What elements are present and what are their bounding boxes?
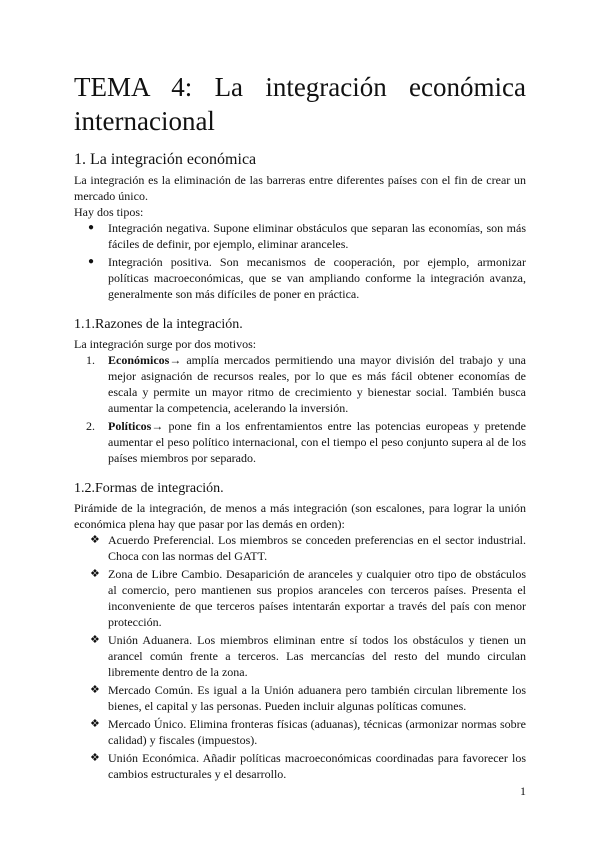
diamond-bullet-icon: ❖	[90, 534, 100, 546]
bullet-dot-icon: ●	[88, 256, 95, 267]
reason-title: Económicos	[108, 353, 170, 367]
types-list	[74, 220, 526, 302]
section-heading: 1.1.Razones de la integración.	[74, 317, 243, 332]
list-item: ❖ Zona de Libre Cambio. Desaparición de aranceles y cualquier otro tipo de obstáculos al comercio, pero mantienen sus propios aranceles con terceros países. Presenta el inconveniente de que terceros países intentarán exportar a través del país con menor protección.	[90, 567, 526, 629]
section-integracion-economica	[74, 150, 526, 302]
page-number: 1	[520, 784, 526, 798]
section-intro: La integración surge por dos motivos:	[74, 337, 257, 351]
list-item: ❖ Unión Económica. Añadir políticas macroeconómicas coordinadas para favorecer los cambios estructurales y el desarrollo.	[90, 751, 526, 781]
list-item: ❖ Mercado Común. Es igual a la Unión aduanera pero también circulan libremente los bienes, el capital y las personas. Pueden incluir algunas políticas comunes.	[90, 683, 526, 713]
types-label: Hay dos tipos:	[74, 205, 144, 219]
list-item: 1. Económicos→ amplía mercados permitiendo una mayor división del trabajo y una mejor asignación de recursos reales, por lo que es más fácil obtener economías de escala y permite un mayor ritmo de crecimiento y bienestar social. También busca aumentar la competencia, acelerando la inversión.	[86, 353, 526, 415]
section-formas	[74, 480, 526, 782]
arrow-icon: →	[169, 353, 182, 367]
document-title: TEMA 4: La integración económica internacional	[74, 72, 526, 136]
list-item: ❖ Unión Aduanera. Los miembros eliminan entre sí todos los obstáculos y tienen un arancel común frente a terceros. Las mercancías del resto del mundo circulan libremente dentro de la zona.	[90, 633, 526, 679]
diamond-bullet-icon: ❖	[90, 684, 100, 696]
reason-title: Políticos	[108, 419, 152, 433]
arrow-icon: →	[151, 419, 164, 433]
diamond-bullet-icon: ❖	[90, 634, 100, 646]
list-item: ● Integración negativa. Supone eliminar obstáculos que separan las economías, son más fáciles de definir, por ejemplo, eliminar aranceles.	[88, 221, 526, 251]
list-item: 2. Políticos→ pone fin a los enfrentamientos entre las potencias europeas y pretende aumentar el peso político internacional, con el tiempo el peso conjunto supera al de los países miembros por separado.	[86, 419, 526, 465]
diamond-bullet-icon: ❖	[90, 718, 100, 730]
bullet-dot-icon: ●	[88, 222, 95, 233]
section-heading: 1. La integración económica	[74, 151, 257, 168]
diamond-bullet-icon: ❖	[90, 568, 100, 580]
list-number: 2.	[86, 419, 95, 433]
list-item: ❖ Acuerdo Preferencial. Los miembros se conceden preferencias en el sector industrial. Choca con las normas del GATT.	[90, 533, 526, 563]
section-intro: Pirámide de la integración, de menos a más integración (son escalones, para lograr la unión económica plena hay que pasar por las demás en orden):	[74, 501, 526, 531]
diamond-bullet-icon: ❖	[90, 752, 100, 764]
list-item: ● Integración positiva. Son mecanismos de cooperación, por ejemplo, armonizar políticas macroeconómicas, que se van ampliando conforme la integración avanza, generalmente son más difíciles de poner en práctica.	[88, 255, 526, 301]
list-number: 1.	[86, 353, 95, 367]
document-page	[74, 70, 526, 796]
section-heading: 1.2.Formas de integración.	[74, 481, 224, 496]
section-razones	[74, 316, 526, 466]
list-item: ❖ Mercado Único. Elimina fronteras físicas (aduanas), técnicas (armonizar normas sobre calidad) y fiscales (impuestos).	[90, 717, 526, 747]
section-intro: La integración es la eliminación de las barreras entre diferentes países con el fin de crear un mercado único.	[74, 173, 526, 203]
reasons-list	[74, 352, 526, 466]
forms-list	[74, 532, 526, 782]
